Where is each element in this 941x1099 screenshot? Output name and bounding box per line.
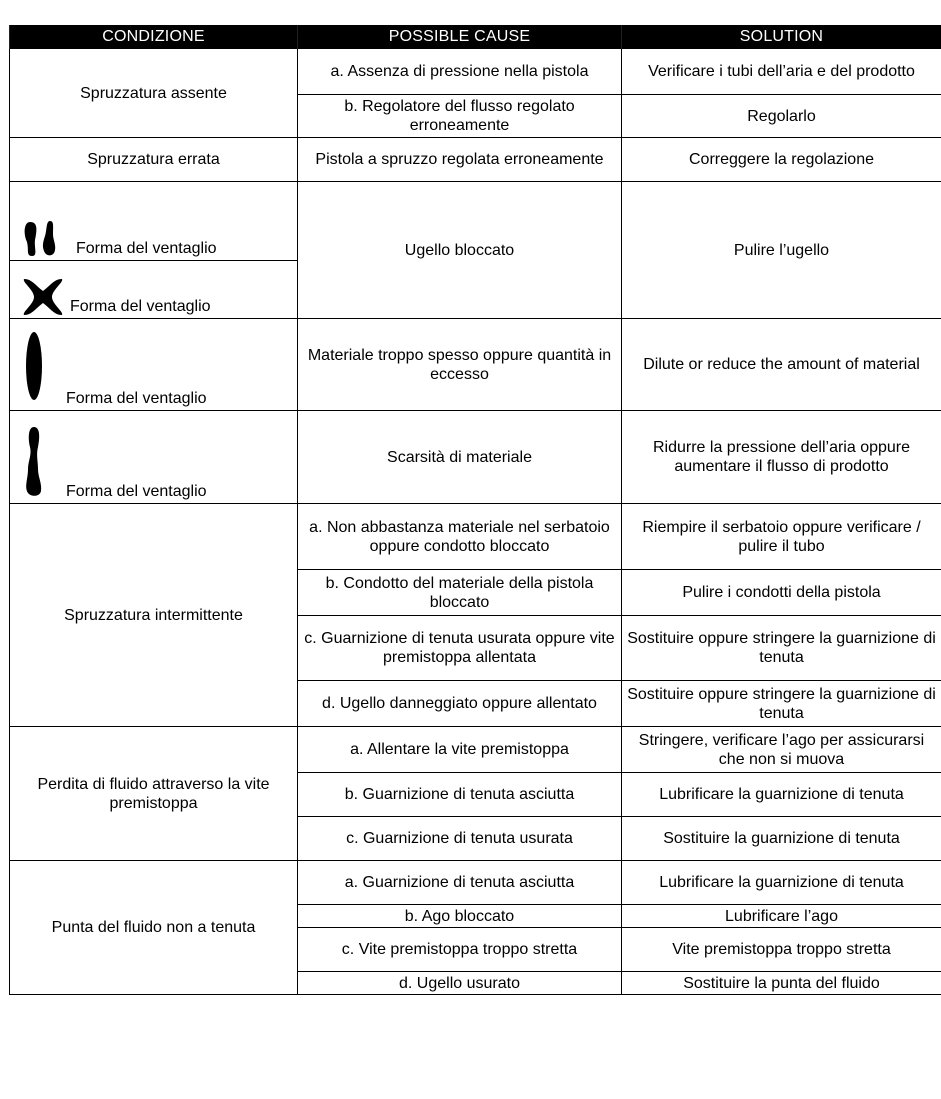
hourglass-fan-pattern-icon — [22, 278, 66, 316]
solution-cell: Lubrificare la guarnizione di tenuta — [622, 861, 941, 905]
table-row — [10, 49, 941, 95]
condition-cell — [10, 411, 298, 504]
table-row — [10, 727, 941, 773]
condition-cell: Punta del fluido non a tenuta — [10, 861, 298, 995]
cause-cell: Materiale troppo spesso oppure quantità in eccesso — [298, 319, 622, 411]
header-condition: CONDIZIONE — [10, 25, 298, 49]
condition-cell: Spruzzatura errata — [10, 138, 298, 182]
troubleshooting-table — [9, 25, 941, 995]
header-possible-cause: POSSIBLE CAUSE — [298, 25, 622, 49]
cause-cell: b. Regolatore del flusso regolato erroneamente — [298, 95, 622, 138]
cause-cell: d. Ugello usurato — [298, 972, 622, 995]
solution-cell: Lubrificare la guarnizione di tenuta — [622, 773, 941, 817]
split-fan-pattern-icon — [22, 220, 72, 258]
solution-cell: Sostituire la punta del fluido — [622, 972, 941, 995]
cause-cell: d. Ugello danneggiato oppure allentato — [298, 681, 622, 727]
cause-cell: a. Non abbastanza materiale nel serbatoio oppure condotto bloccato — [298, 504, 622, 570]
condition-cell — [10, 261, 298, 319]
solution-cell: Pulire l’ugello — [622, 182, 941, 319]
table-row — [10, 411, 941, 504]
fan-pattern-label: Forma del ventaglio — [76, 240, 217, 257]
cause-cell: b. Condotto del materiale della pistola bloccato — [298, 570, 622, 616]
table-row — [10, 504, 941, 570]
cause-cell: a. Allentare la vite premistoppa — [298, 727, 622, 773]
table-body — [10, 49, 941, 995]
fan-pattern-label: Forma del ventaglio — [66, 390, 207, 407]
solution-cell: Dilute or reduce the amount of material — [622, 319, 941, 411]
solution-cell: Sostituire la guarnizione di tenuta — [622, 817, 941, 861]
cause-cell: Scarsità di materiale — [298, 411, 622, 504]
solution-cell: Sostituire oppure stringere la guarnizione di tenuta — [622, 681, 941, 727]
table-row — [10, 861, 941, 905]
table-header — [10, 25, 941, 49]
solution-cell: Verificare i tubi dell’aria e del prodotto — [622, 49, 941, 95]
condition-cell: Perdita di fluido attraverso la vite premistoppa — [10, 727, 298, 861]
solution-cell: Riempire il serbatoio oppure verificare / pulire il tubo — [622, 504, 941, 570]
dumbbell-fan-pattern-icon — [22, 425, 48, 497]
solution-cell: Sostituire oppure stringere la guarnizione di tenuta — [622, 616, 941, 681]
solution-cell: Correggere la regolazione — [622, 138, 941, 182]
header-solution: SOLUTION — [622, 25, 941, 49]
condition-cell — [10, 319, 298, 411]
condition-cell — [10, 182, 298, 261]
cause-cell: c. Guarnizione di tenuta usurata oppure vite premistoppa allentata — [298, 616, 622, 681]
table-row — [10, 319, 941, 411]
condition-cell: Spruzzatura intermittente — [10, 504, 298, 727]
cause-cell: a. Guarnizione di tenuta asciutta — [298, 861, 622, 905]
cause-cell: a. Assenza di pressione nella pistola — [298, 49, 622, 95]
solution-cell: Pulire i condotti della pistola — [622, 570, 941, 616]
fan-pattern-label: Forma del ventaglio — [66, 483, 207, 500]
solution-cell: Vite premistoppa troppo stretta — [622, 928, 941, 972]
table-row — [10, 138, 941, 182]
cause-cell: c. Vite premistoppa troppo stretta — [298, 928, 622, 972]
solution-cell: Stringere, verificare l’ago per assicurarsi che non si muova — [622, 727, 941, 773]
cause-cell: Pistola a spruzzo regolata erroneamente — [298, 138, 622, 182]
header-row — [10, 25, 941, 49]
fan-pattern-label: Forma del ventaglio — [70, 298, 211, 315]
oval-fan-pattern-icon — [22, 330, 48, 402]
solution-cell: Regolarlo — [622, 95, 941, 138]
table-row — [10, 182, 941, 261]
condition-cell: Spruzzatura assente — [10, 49, 298, 138]
cause-cell: c. Guarnizione di tenuta usurata — [298, 817, 622, 861]
cause-cell: b. Ago bloccato — [298, 905, 622, 928]
solution-cell: Lubrificare l’ago — [622, 905, 941, 928]
cause-cell: b. Guarnizione di tenuta asciutta — [298, 773, 622, 817]
solution-cell: Ridurre la pressione dell’aria oppure aumentare il flusso di prodotto — [622, 411, 941, 504]
cause-cell: Ugello bloccato — [298, 182, 622, 319]
